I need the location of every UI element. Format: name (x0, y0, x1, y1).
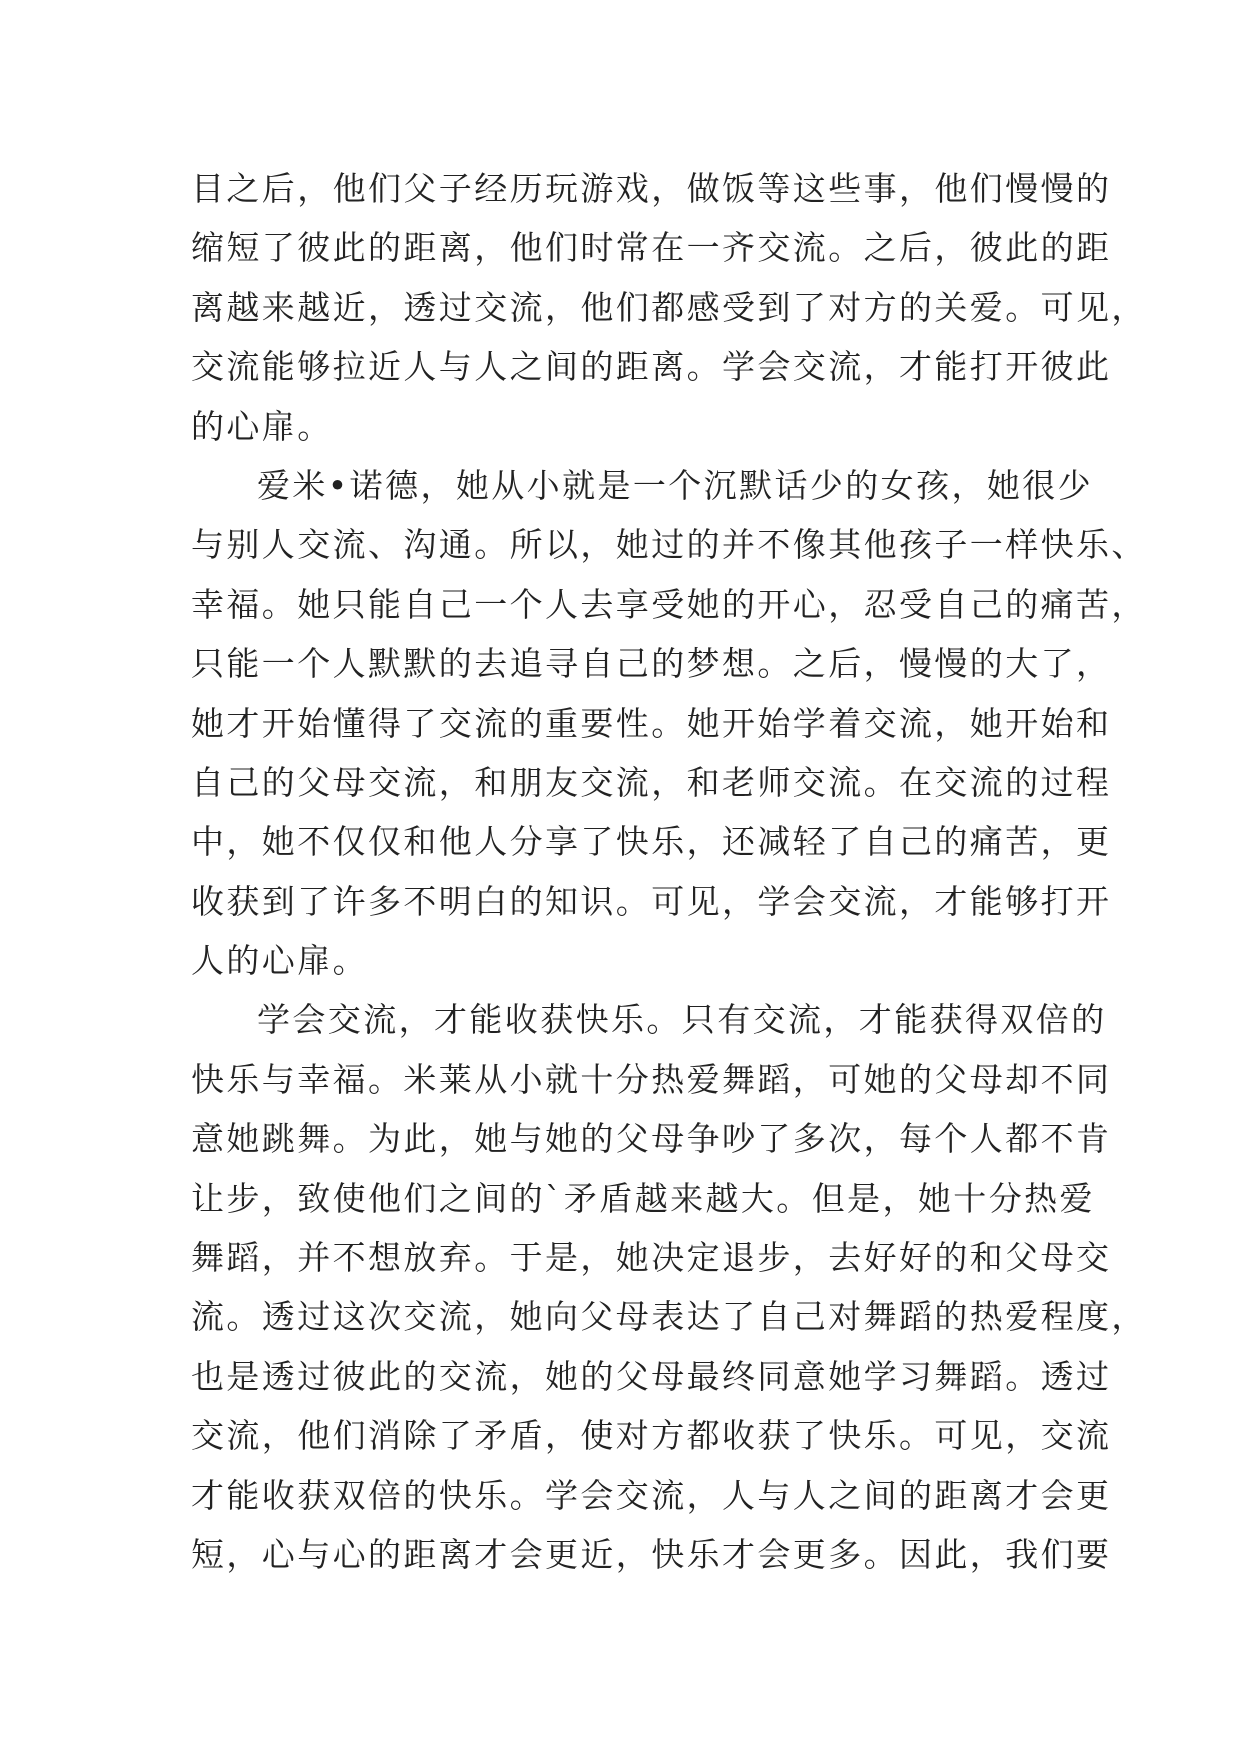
text-line: 幸福。她只能自己一个人去享受她的开心，忍受自己的痛苦， (191, 584, 1147, 624)
text-line: 短，心与心的距离才会更近，快乐才会更多。因此，我们要 (191, 1534, 1112, 1574)
text-line: 缩短了彼此的距离，他们时常在一齐交流。之后，彼此的距 (191, 228, 1112, 268)
text-line: 自己的父母交流，和朋友交流，和老师交流。在交流的过程 (191, 762, 1112, 802)
text-line: 才能收获双倍的快乐。学会交流，人与人之间的距离才会更 (191, 1475, 1112, 1515)
text-line: 快乐与幸福。米莱从小就十分热爱舞蹈，可她的父母却不同 (191, 1059, 1112, 1099)
paragraph-first-line: 学会交流，才能收获快乐。只有交流，才能获得双倍的 (257, 1000, 1107, 1040)
text-line: 的心扉。 (191, 406, 333, 446)
text-line: 舞蹈，并不想放弃。于是，她决定退步，去好好的和父母交 (191, 1238, 1112, 1278)
text-line: 她才开始懂得了交流的重要性。她开始学着交流，她开始和 (191, 703, 1112, 743)
text-line: 交流，他们消除了矛盾，使对方都收获了快乐。可见，交流 (191, 1416, 1112, 1456)
text-line: 目之后，他们父子经历玩游戏，做饭等这些事，他们慢慢的 (191, 169, 1112, 208)
paragraph-first-line: 爱米•诺德，她从小就是一个沉默话少的女孩，她很少 (257, 465, 1094, 505)
text-line: 人的心扉。 (191, 941, 368, 981)
text-line: 中，她不仅仅和他人分享了快乐，还减轻了自己的痛苦，更 (191, 822, 1112, 862)
text-line: 离越来越近，透过交流，他们都感受到了对方的关爱。可见， (191, 287, 1147, 327)
document-body (191, 159, 1147, 1584)
text-line: 让步，致使他们之间的`矛盾越来越大。但是，她十分热爱 (191, 1178, 1095, 1218)
text-line: 流。透过这次交流，她向父母表达了自己对舞蹈的热爱程度， (191, 1297, 1147, 1337)
text-line: 交流能够拉近人与人之间的距离。学会交流，才能打开彼此 (191, 347, 1112, 387)
text-line: 也是透过彼此的交流，她的父母最终同意她学习舞蹈。透过 (191, 1356, 1112, 1396)
text-line: 与别人交流、沟通。所以，她过的并不像其他孩子一样快乐、 (191, 525, 1147, 565)
text-line: 只能一个人默默的去追寻自己的梦想。之后，慢慢的大了， (191, 644, 1112, 684)
text-line: 意她跳舞。为此，她与她的父母争吵了多次，每个人都不肯 (191, 1119, 1112, 1159)
text-line: 收获到了许多不明白的知识。可见，学会交流，才能够打开 (191, 881, 1112, 921)
